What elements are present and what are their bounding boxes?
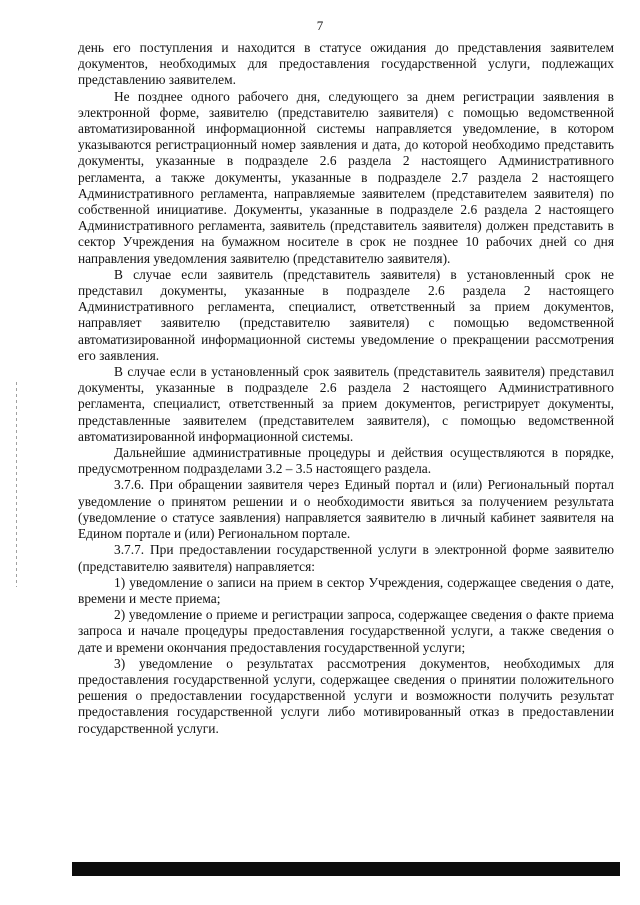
scan-artifact (16, 382, 17, 587)
paragraph: 1) уведомление о записи на прием в сектор Учреждения, содержащее сведения о дате, времени и месте приема; (78, 574, 614, 606)
paragraph: Дальнейшие административные процедуры и действия осуществляются в порядке, предусмотренном подразделами 3.2 – 3.5 настоящего раздела. (78, 445, 614, 477)
page-number: 7 (316, 18, 324, 33)
paragraph: 2) уведомление о приеме и регистрации запроса, содержащее сведения о факте приема запроса и начале процедуры предоставления государственной услуги, а также сведения о дате и времени окончания предоставления государственной услуги; (78, 607, 614, 655)
paragraph: Не позднее одного рабочего дня, следующего за днем регистрации заявления в электронной форме, заявителю (представителю заявителя) с помощью ведомственной автоматизированной информационной системы направляется уведомление, в котором указываются регистрационный номер заявления и дата, до которой необходимо представить документы, указанные в подразделе 2.6 раздела 2 настоящего Административного регламента, а также документы, указанные в подразделе 2.7 раздела 2 настоящего Административного регламента, направляемые заявителем (представителем заявителя) по собственной инициативе. Документы, указанные в подразделе 2.6 раздела 2 настоящего Административного регламента, заявитель (представитель заявителя) должен представить в сектор Учреждения на бумажном носителе в срок не позднее 10 рабочих дней со дня направления уведомления заявителю (представителю заявителя). (78, 88, 614, 266)
paragraph: 3.7.7. При предоставлении государственной услуги в электронной форме заявителю (представителю заявителя) направляется: (78, 542, 614, 574)
paragraph: В случае если заявитель (представитель заявителя) в установленный срок не представил документы, указанные в подразделе 2.6 раздела 2 настоящего Административного регламента, специалист, ответственный за прием документов, направляет заявителю (представителю заявителя) с помощью ведомственной автоматизированной информационной системы уведомление о прекращении рассмотрения его заявления. (78, 266, 614, 363)
paragraph: 3) уведомление о результатах рассмотрения документов, необходимых для предоставления государственной услуги, содержащее сведения о принятии положительного решения о предоставлении государственной услуги и возможности получить результат предоставления государственной услуги либо мотивированный отказ в предоставлении государственной услуги. (78, 655, 614, 736)
paragraph: день его поступления и находится в статусе ожидания до представления заявителем документов, необходимых для предоставления государственной услуги, подлежащих представлению заявителем. (78, 40, 614, 88)
paragraph: В случае если в установленный срок заявитель (представитель заявителя) представил документы, указанные в подразделе 2.6 раздела 2 настоящего Административного регламента, специалист, ответственный за прием документов, регистрирует документы, представленные заявителем (представителем заявителя), с помощью ведомственной автоматизированной информационной системы. (78, 364, 614, 444)
body-text (78, 40, 614, 737)
paragraph: 3.7.6. При обращении заявителя через Единый портал и (или) Региональный портал уведомление о принятом решении и о необходимости явиться за получением результата (уведомление о статусе заявления) направляется заявителю в личный кабинет заявителя на Едином портале и (или) Региональном портале. (78, 477, 614, 542)
scan-border-bar (72, 862, 620, 876)
